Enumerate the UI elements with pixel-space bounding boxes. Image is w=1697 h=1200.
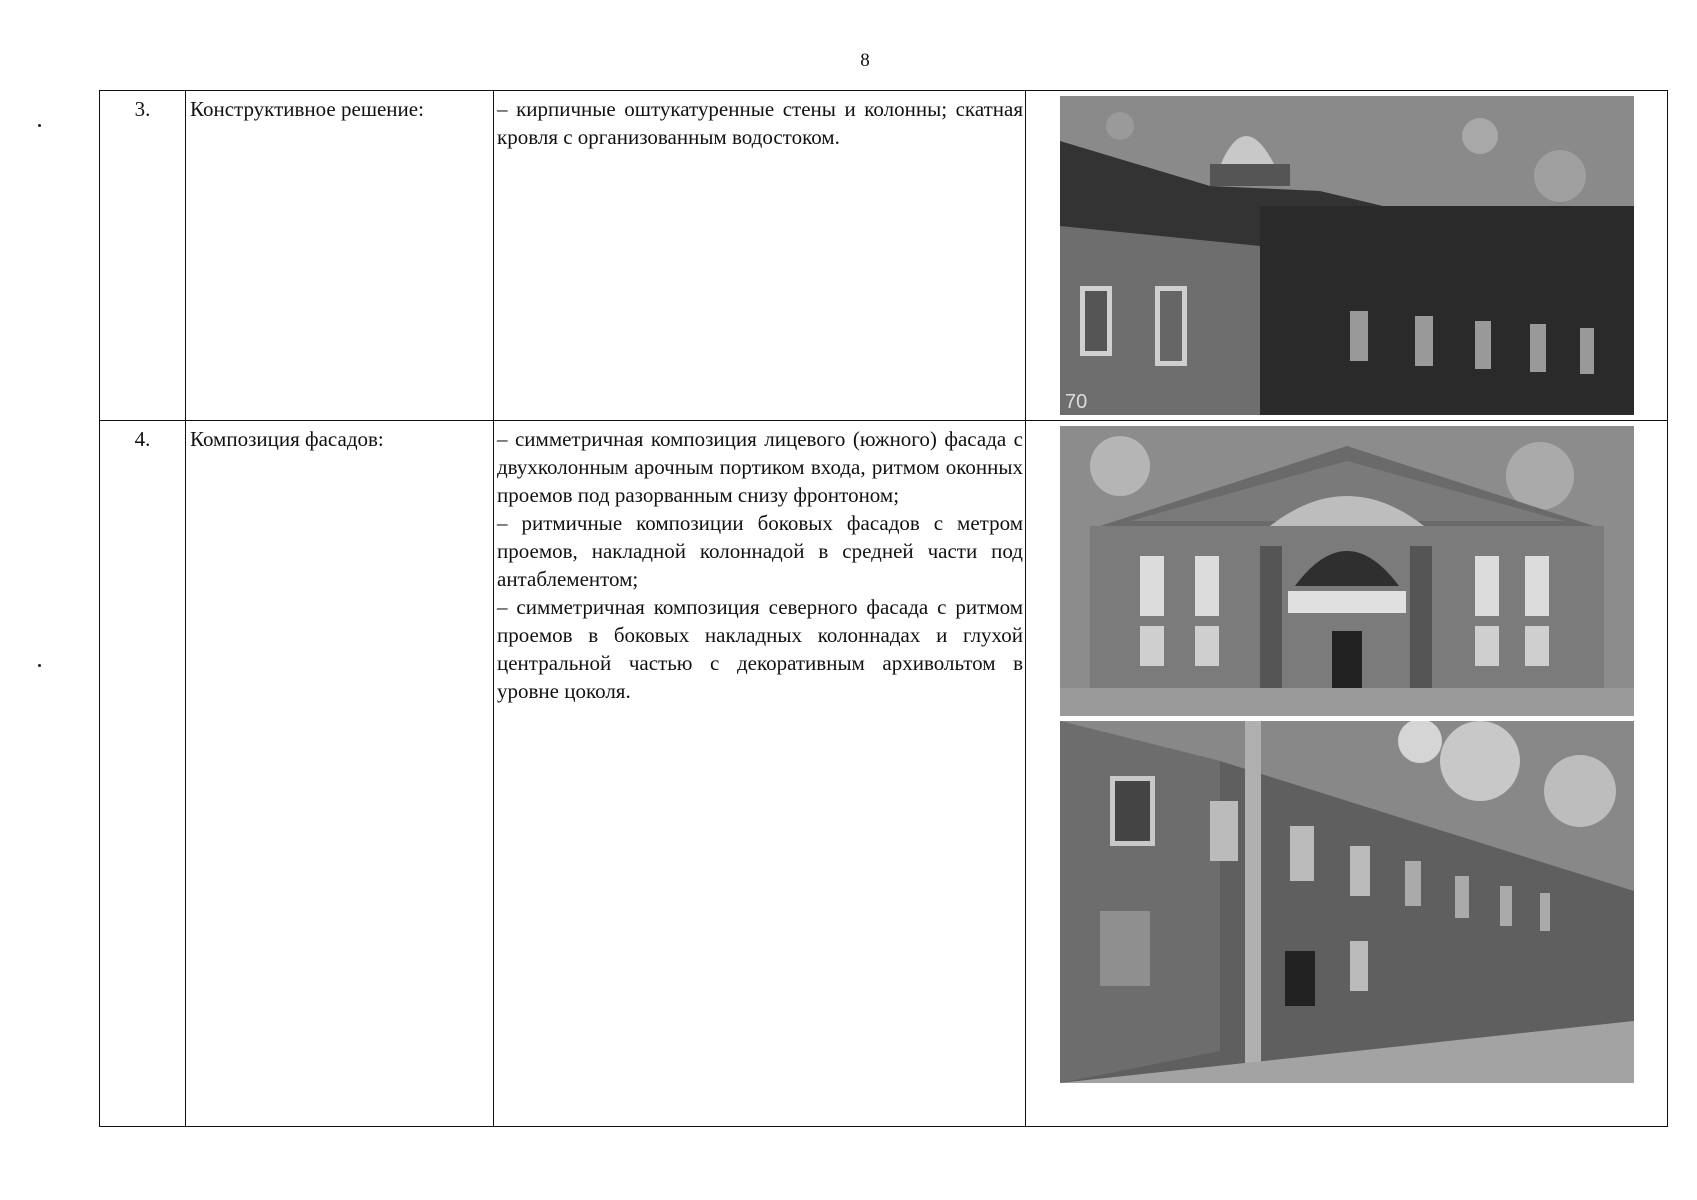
row-description <box>494 421 1026 1127</box>
photo-cell <box>1026 91 1668 421</box>
description-paragraph: – кирпичные оштукатуренные стены и колонны; скатная кровля с организованным водостоком. <box>497 97 1023 149</box>
row-label: Конструктивное решение: <box>186 91 494 421</box>
photo-cell <box>1026 421 1668 1127</box>
row-number: 3. <box>100 91 186 421</box>
description-paragraph: – ритмичные композиции боковых фасадов с метром проемов, накладной колоннадой в средней части под антаблементом; <box>497 511 1023 591</box>
row-label: Композиция фасадов: <box>186 421 494 1127</box>
page-number: 8 <box>860 50 870 71</box>
svg-text:70: 70 <box>1065 391 1088 413</box>
description-paragraph: – симметричная композиция лицевого (южного) фасада с двухколонным арочным портиком входа, ритмом оконных проемов под разорванным снизу фронтоном; <box>497 427 1023 507</box>
table-row <box>100 91 1668 421</box>
scan-speck <box>38 664 41 667</box>
side-facade-photo <box>1060 721 1634 1083</box>
row-description <box>494 91 1026 421</box>
document-table <box>99 90 1668 1127</box>
south-facade-photo <box>1060 426 1634 716</box>
row-number: 4. <box>100 421 186 1127</box>
table-row <box>100 421 1668 1127</box>
scan-speck <box>38 124 41 127</box>
description-paragraph: – симметричная композиция северного фасада с ритмом проемов в боковых накладных колоннадах и глухой центральной частью с декоративным архивольтом в уровне цоколя. <box>497 595 1023 703</box>
building-corner-photo <box>1060 96 1634 415</box>
